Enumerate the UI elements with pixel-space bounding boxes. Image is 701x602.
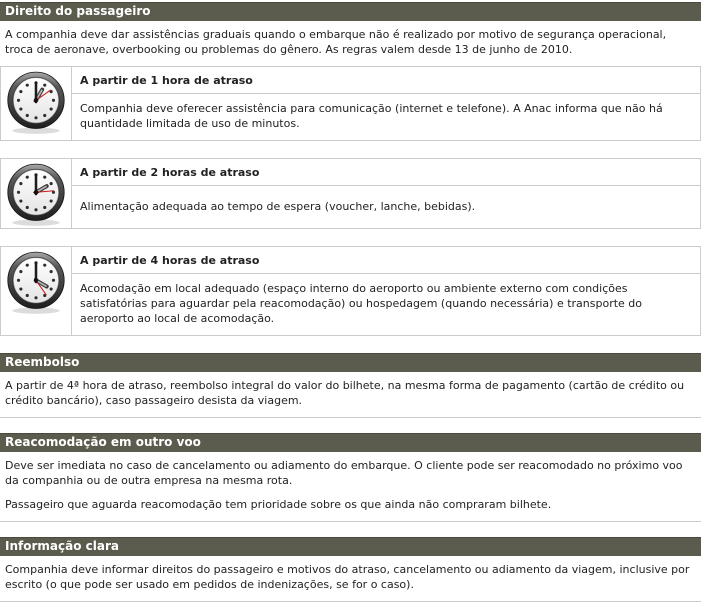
clock-icon	[5, 69, 67, 135]
section-title: Informação clara	[5, 539, 119, 553]
clock-icon	[5, 161, 67, 227]
informacao-text: Companhia deve informar direitos do passageiro e motivos do atraso, cancelamento ou adiamento da viagem, inclusive por escrito (o que pode ser usado em pedidos de indenizações, se for o caso).	[5, 563, 690, 591]
section-divider	[0, 521, 701, 522]
passenger-rights-page	[0, 2, 701, 602]
section-title: Reembolso	[5, 355, 80, 369]
reembolso-text: A partir de 4ª hora de atraso, reembolso integral do valor do bilhete, na mesma forma de pagamento (cartão de crédito ou crédito bancário), caso passageiro desista da viagem.	[5, 379, 685, 407]
delay-item-1-hour	[0, 66, 701, 141]
section-header-reacomodacao	[0, 433, 701, 452]
clock-icon	[5, 249, 67, 315]
delay-heading-4-hours: A partir de 4 horas de atraso	[72, 247, 700, 274]
delay-heading-2-hours: A partir de 2 horas de atraso	[72, 159, 700, 186]
reacomodacao-text-1: Deve ser imediata no caso de cancelamento ou adiamento do embarque. O cliente pode ser reacomodado no próximo voo da companhia ou de outra empresa na mesma rota.	[5, 459, 683, 487]
delay-description-4-hours: Acomodação em local adequado (espaço interno do aeroporto ou ambiente externo com condições satisfatórias para aguardar pela reacomodação) ou hospedagem (quando necessária) e transporte do aeroporto ao local de acomodação.	[80, 282, 643, 325]
reacomodacao-text-2: Passageiro que aguarda reacomodação tem prioridade sobre os que ainda não compraram bilhete.	[5, 498, 552, 511]
section-header-informacao	[0, 537, 701, 556]
section-title: Reacomodação em outro voo	[5, 435, 201, 449]
section-header-direito	[0, 2, 701, 21]
section-direito	[0, 2, 701, 336]
direito-intro-text: A companhia deve dar assistências graduais quando o embarque não é realizado por motivo de segurança operacional, troca de aeronave, overbooking ou problemas do gênero. As regras valem desde 13 de junho de 2010.	[5, 28, 667, 56]
delay-item-2-hours	[0, 158, 701, 229]
section-reembolso	[0, 353, 701, 418]
section-title: Direito do passageiro	[5, 4, 151, 18]
delay-description-2-hours: Alimentação adequada ao tempo de espera (voucher, lanche, bebidas).	[80, 199, 476, 213]
delay-item-4-hours	[0, 246, 701, 336]
section-informacao	[0, 537, 701, 602]
delay-heading-1-hour: A partir de 1 hora de atraso	[72, 67, 700, 94]
section-header-reembolso	[0, 353, 701, 372]
delay-description-1-hour: Companhia deve oferecer assistência para comunicação (internet e telefone). A Anac informa que não há quantidade limitada de uso de minutos.	[80, 102, 663, 130]
section-divider	[0, 417, 701, 418]
section-reacomodacao	[0, 433, 701, 522]
